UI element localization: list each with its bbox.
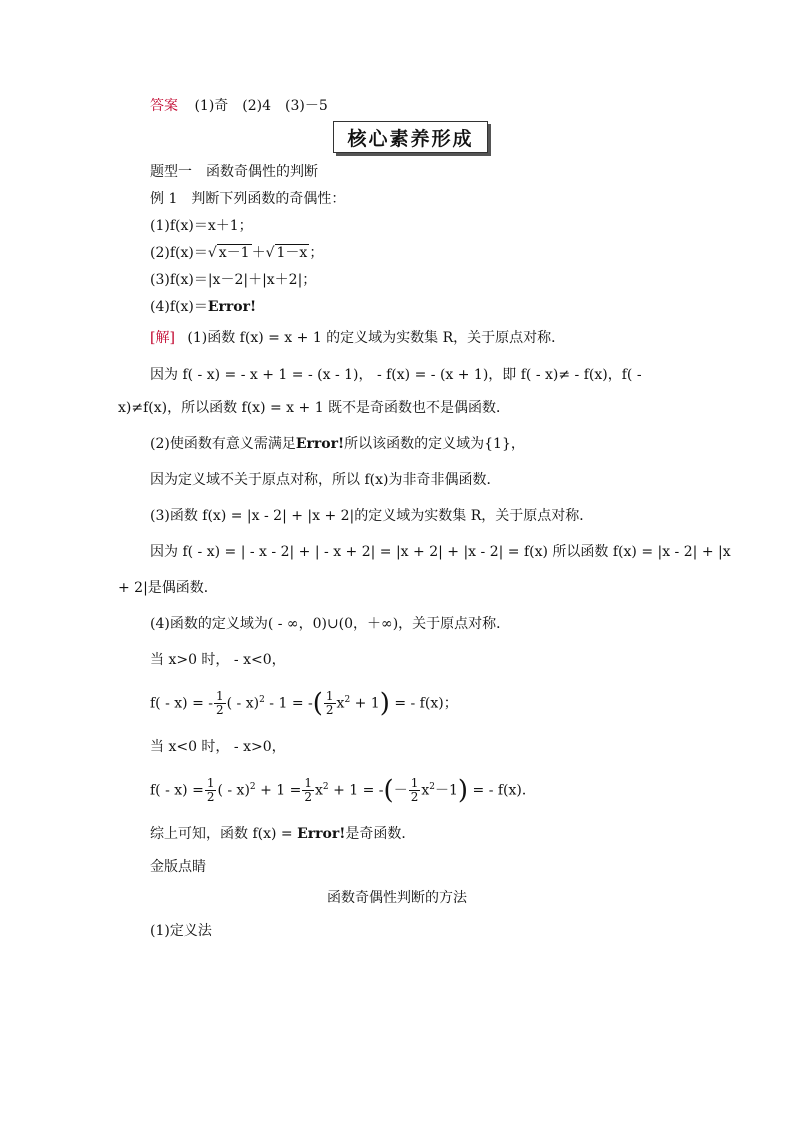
formula-2-var2: x — [421, 782, 430, 799]
exponent: 2 — [344, 695, 351, 705]
example-title: 例 1 判断下列函数的奇偶性： — [150, 191, 346, 207]
sqrt-sign: √ — [265, 245, 275, 261]
formula-2-mid2: + 1 = - — [328, 782, 384, 799]
fraction — [214, 690, 226, 717]
q2-radicand-2: 1－x — [276, 245, 308, 261]
question-1: (1)f(x)＝x＋1； — [150, 218, 253, 234]
right-paren: ) — [457, 775, 469, 806]
key-point-label: 金版点睛 — [150, 859, 206, 875]
answer-label: 答案 — [150, 98, 178, 114]
solution-text-4b: 所以该函数的定义域为{1}， — [344, 436, 525, 452]
method-item-1: (1)定义法 — [150, 923, 212, 939]
solution-text-1: (1)函数 f(x) = x + 1 的定义域为实数集 R，关于原点对称． — [187, 330, 566, 346]
solution-line-9: (4)函数的定义域为( - ∞，0)∪(0，＋∞)，关于原点对称． — [150, 616, 511, 632]
q2-end: ； — [309, 245, 324, 261]
section-banner: 核心素养形成 — [333, 121, 488, 153]
q2-radicand-1: x－1 — [218, 245, 250, 261]
solution-line-2: 因为 f( - x) = - x + 1 = - (x - 1)， - f(x) = - (x + 1)，即 f( - x)≠ - f(x)，f( - — [150, 367, 642, 383]
solution-line-12 — [150, 824, 415, 844]
solution-text-12b: 是奇函数． — [345, 826, 416, 842]
fraction — [302, 777, 314, 804]
formula-2-minus: － — [393, 782, 408, 799]
solution-line-11: 当 x<0 时， - x>0， — [150, 739, 286, 755]
fraction-numerator: 1 — [206, 776, 215, 791]
q4-prefix: (4)f(x)＝ — [150, 299, 208, 315]
exponent: 2 — [249, 782, 256, 792]
solution-text-4a: (2)使函数有意义需满足 — [150, 436, 296, 452]
fraction-numerator: 1 — [325, 689, 334, 704]
solution-line-6: (3)函数 f(x) = |x - 2| + |x + 2|的定义域为实数集 R，关于原点对称． — [150, 508, 594, 524]
formula-2-lhs: f( - x) = — [150, 782, 204, 799]
answer-line — [150, 96, 328, 116]
formula-2 — [150, 777, 536, 804]
fraction-numerator: 1 — [304, 776, 312, 791]
answer-text: (1)奇 (2)4 (3)－5 — [194, 98, 328, 114]
fraction-numerator: 1 — [410, 776, 419, 791]
q4-error: Error! — [207, 299, 257, 315]
formula-2-var: x — [315, 782, 323, 799]
solution-line-4 — [150, 434, 525, 454]
right-paren: ) — [379, 688, 390, 719]
solution-line-1 — [150, 328, 565, 348]
exponent: 2 — [259, 695, 265, 705]
question-2 — [150, 243, 323, 263]
formula-2-term: ( - x) — [217, 782, 250, 799]
fraction-denominator: 2 — [304, 790, 312, 805]
formula-1-term: ( - x) — [226, 695, 260, 712]
fraction — [205, 777, 217, 804]
solution-line-10: 当 x>0 时， - x<0， — [150, 652, 286, 668]
fraction — [324, 690, 336, 717]
solution-line-7: 因为 f( - x) = | - x - 2| + | - x + 2| = |x + 2| + |x - 2| = f(x) 所以函数 f(x) = |x - 2| + |x — [150, 544, 731, 560]
question-4 — [150, 297, 256, 317]
formula-1 — [150, 690, 458, 717]
solution-line-5: 因为定义域不关于原点对称，所以 f(x)为非奇非偶函数． — [150, 472, 501, 488]
formula-2-minus-one: －1 — [434, 782, 458, 799]
solution-line-8: + 2|是偶函数． — [118, 580, 218, 596]
formula-1-var: x — [336, 695, 345, 712]
left-paren: ( — [383, 775, 394, 806]
formula-1-mid: - 1 = - — [264, 695, 313, 712]
q2-prefix: (2)f(x)＝ — [150, 245, 208, 261]
formula-2-mid: + 1 = — [255, 782, 302, 799]
solution-line-3: x)≠f(x)，所以函数 f(x) = x + 1 既不是奇函数也不是偶函数． — [118, 400, 511, 416]
fraction-denominator: 2 — [325, 703, 334, 718]
solution-error-12: Error! — [297, 826, 346, 842]
question-3: (3)f(x)＝|x－2|＋|x＋2|； — [150, 272, 317, 288]
fraction-numerator: 1 — [216, 689, 224, 704]
solution-error-4: Error! — [295, 436, 345, 452]
fraction-denominator: 2 — [410, 790, 419, 805]
fraction-denominator: 2 — [216, 703, 224, 718]
formula-1-lhs: f( - x) = - — [150, 695, 213, 712]
exponent: 2 — [322, 782, 329, 792]
q2-plus: ＋ — [251, 245, 266, 261]
fraction-denominator: 2 — [206, 790, 215, 805]
solution-text-12a: 综上可知，函数 f(x) = — [150, 826, 298, 842]
formula-1-rhs: = - f(x)； — [389, 695, 458, 712]
sqrt-sign: √ — [207, 245, 217, 261]
formula-1-plus: + 1 — [350, 695, 380, 712]
exponent: 2 — [429, 782, 435, 792]
type-heading: 题型一 函数奇偶性的判断 — [150, 164, 318, 180]
left-paren: ( — [312, 688, 323, 719]
fraction — [409, 777, 421, 804]
method-title: 函数奇偶性判断的方法 — [327, 890, 467, 906]
formula-2-rhs: = - f(x)． — [468, 782, 536, 799]
solution-tag: [解] — [150, 330, 175, 346]
